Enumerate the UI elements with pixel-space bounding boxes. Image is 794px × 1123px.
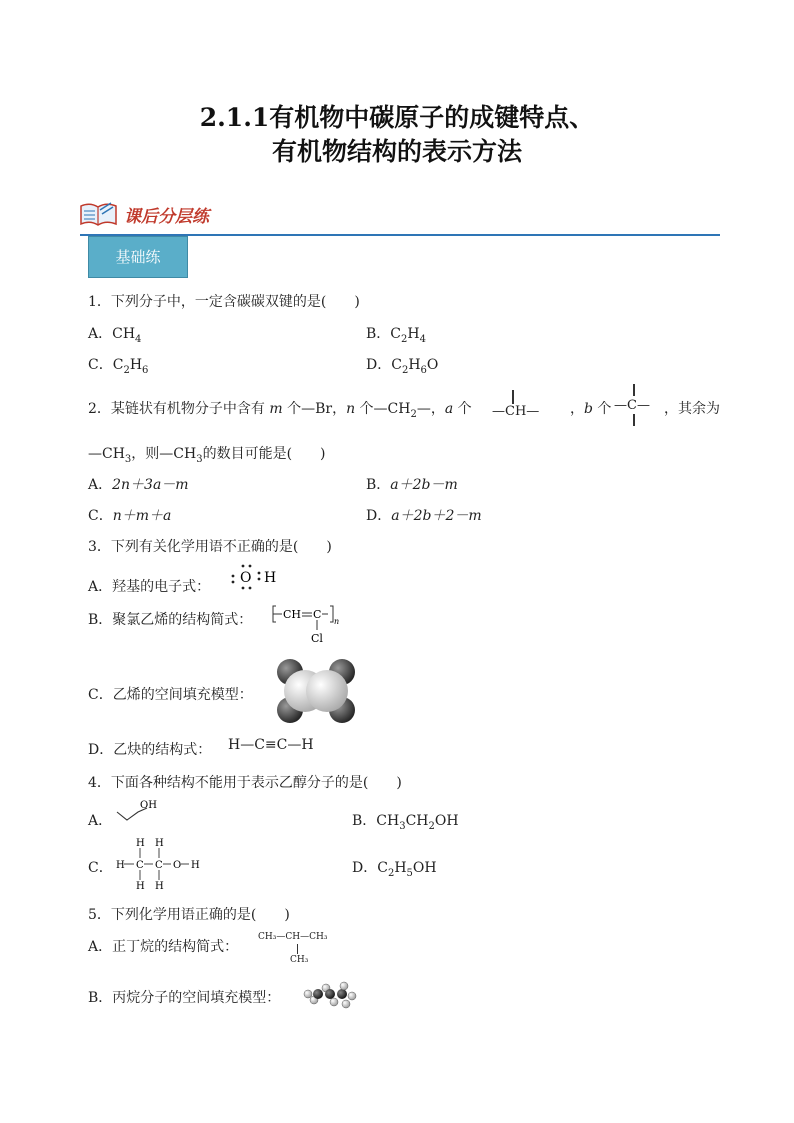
sf-h-left: H [116,860,125,871]
q1-option-c: C．$C_2H_6$ [88,357,149,376]
q1-option-a: A．$CH_4$ [88,326,142,345]
q5-stem: 5．下列化学用语正确的是( ) [88,907,290,923]
q2-stem-line1b: ，b 个 [570,401,612,417]
q2-option-d: D．a＋2b＋2－m [366,508,482,524]
sf-h-right: H [191,860,200,871]
q2-stem-line1c: ，其余为 [664,401,720,417]
q1-option-b: B．$C_2H_4$ [366,326,426,345]
page-title-line1: 2.1.1有机物中碳原子的成键特点、 [199,103,595,132]
pvc-c: C [313,608,322,621]
propane-space-filling-model [302,980,360,1010]
sf-h-bot2: H [155,881,164,892]
q4-option-c: C． [88,860,113,876]
q3-option-d: D．乙炔的结构式： [88,742,212,758]
q2-option-c: C．n＋m＋a [88,508,172,524]
q4-option-a: A． [88,813,113,829]
q2-stem-line1: 2．某链状有机物分子中含有 m 个—Br，n 个$—CH_2—$，a 个 [88,401,472,420]
pvc-n: n [334,617,340,626]
n-butane-branch: CH₃ [290,955,309,965]
sf-h-top1: H [136,838,145,849]
sf-o: O [173,860,182,871]
q4-option-d: D．$C_2H_5OH$ [352,860,437,879]
skeletal-oh: OH [140,800,157,811]
pvc-ch: CH [283,608,302,621]
q3-option-c: C．乙烯的空间填充模型： [88,687,253,703]
q5-option-a: A．正丁烷的结构简式： [88,939,239,955]
formula-o: O [240,570,252,586]
pvc-structure [270,602,346,646]
ethanol-skeletal-formula [114,798,166,826]
c-bond-down [633,414,635,426]
page-title-line2: 有机物结构的表示方法 [271,137,522,166]
ch-bond-up [512,390,514,404]
ch-group: —CH— [492,404,540,419]
sf-c1: C [136,860,144,871]
q4-option-b: B．$CH_3CH_2OH$ [352,813,459,832]
q2-option-b: B．a＋2b－m [366,477,458,493]
c-group: —C— [614,398,650,413]
q3-option-b: B．聚氯乙烯的结构简式： [88,612,253,628]
q1-option-d: D．$C_2H_6O$ [366,357,439,376]
sf-h-top2: H [155,838,164,849]
sf-h-bot1: H [136,881,145,892]
q1-stem: 1．下列分子中，一定含碳碳双键的是( ) [88,294,360,310]
ethylene-space-filling-model [272,656,360,726]
section-label: 课后分层练 [124,207,209,227]
c-bond-up [633,384,635,396]
hydroxyl-electron-formula [226,562,282,590]
basic-practice-box: 基础练 [88,236,188,278]
sf-c2: C [155,860,163,871]
q4-stem: 4．下面各种结构不能用于表示乙醇分子的是( ) [88,775,402,791]
q3-stem: 3．下列有关化学用语不正确的是( ) [88,539,332,555]
pvc-cl: Cl [311,632,323,645]
book-icon [78,198,120,230]
n-butane-branch-bond [297,944,298,954]
q5-option-b: B．丙烷分子的空间填充模型： [88,990,281,1006]
n-butane-formula: CH₃—CH—CH₃ [258,932,328,942]
acetylene-formula: H—C≡C—H [228,737,314,753]
q2-option-a: A．2n＋3a－m [88,477,189,493]
q3-option-a: A．羟基的电子式： [88,579,211,595]
formula-h: H [264,570,277,586]
q2-stem-line2: $—CH_3$，则$—CH_3$的数目可能是( ) [88,446,326,465]
ethanol-structural-formula [114,836,204,892]
